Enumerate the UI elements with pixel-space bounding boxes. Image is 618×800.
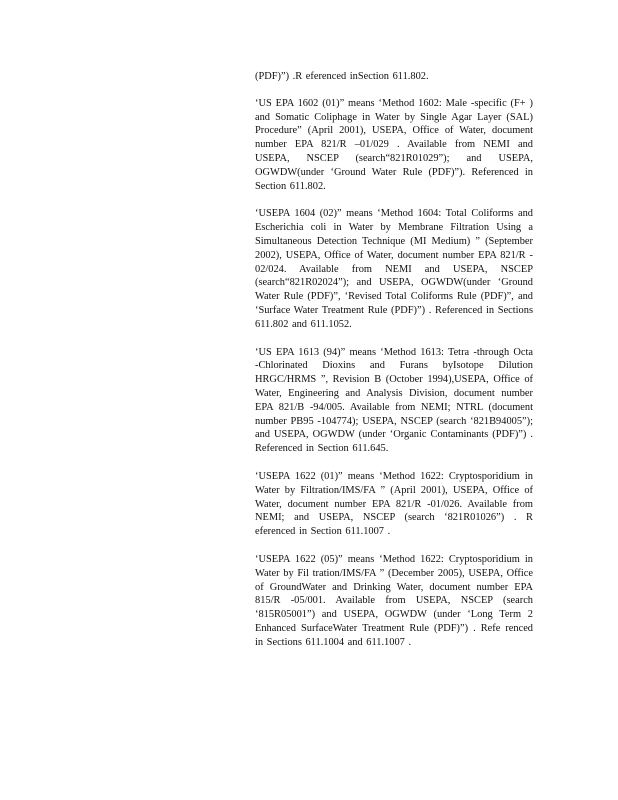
text-column (255, 70, 533, 663)
paragraph-continuation: (PDF)”) .R eferenced inSection 611.802. (255, 71, 429, 82)
definition-usepa-1602: ‘US EPA 1602 (01)” means ‘Method 1602: Male -specific (F+ ) and Somatic Coliphage in Water by Single Agar Layer (SAL) Procedure” (April 2001), USEPA, Office of Water, document number EPA 821/R –01/029 . Available from NEMI and USEPA, NSCEP (search“821R01029”); and USEPA, OGWDW(under ‘Ground Water Rule (PDF)”). Referenced in Section 611.802. (255, 97, 533, 192)
definition-usepa-1622-01: ‘USEPA 1622 (01)” means ‘Method 1622: Cryptosporidium in Water by Filtration/IMS/FA ” (April 2001), USEPA, Office of Water, document number EPA 821/R -01/026. Available from NEMI; and USEPA, NSCEP (search ‘821R01026”) . R eferenced in Section 611.1007 . (255, 470, 533, 538)
definition-usepa-1622-05: ‘USEPA 1622 (05)” means ‘Method 1622: Cryptosporidium in Water by Fil tration/IMS/FA ” (December 2005), USEPA, Office of GroundWater and Drinking Water, document number EPA 815/R -05/001. Available from USEPA, NSCEP (search ‘815R05001”) and USEPA, OGWDW (under ‘Long Term 2 Enhanced SurfaceWater Treatment Rule (PDF)”) . Refe renced in Sections 611.1004 and 611.1007 . (255, 553, 533, 648)
definition-usepa-1604: ‘USEPA 1604 (02)” means ‘Method 1604: Total Coliforms and Escherichia coli in Water by Membrane Filtration Using a Simultaneous Detection Technique (MI Medium) ” (September 2002), USEPA, Office of Water, document number EPA 821/R - 02/024. Available from NEMI and USEPA, NSCEP (search“821R02024”); and USEPA, OGWDW(under ‘Ground Water Rule (PDF)”, ‘Revised Total Coliforms Rule (PDF)”, and ‘Surface Water Treatment Rule (PDF)”) . Referenced in Sections 611.802 and 611.1052. (255, 208, 533, 330)
definition-usepa-1613: ‘US EPA 1613 (94)” means ‘Method 1613: Tetra -through Octa -Chlorinated Dioxins and Furans byIsotope Dilution HRGC/HRMS ”, Revision B (October 1994),USEPA, Office of Water, Engineering and Analysis Division, document number EPA 821/B -94/005. Available from NEMI; NTRL (document number PB95 -104774); USEPA, NSCEP (search ‘821B94005”); and USEPA, OGWDW (under ‘Organic Contaminants (PDF)”) . Referenced in Section 611.645. (255, 346, 533, 455)
